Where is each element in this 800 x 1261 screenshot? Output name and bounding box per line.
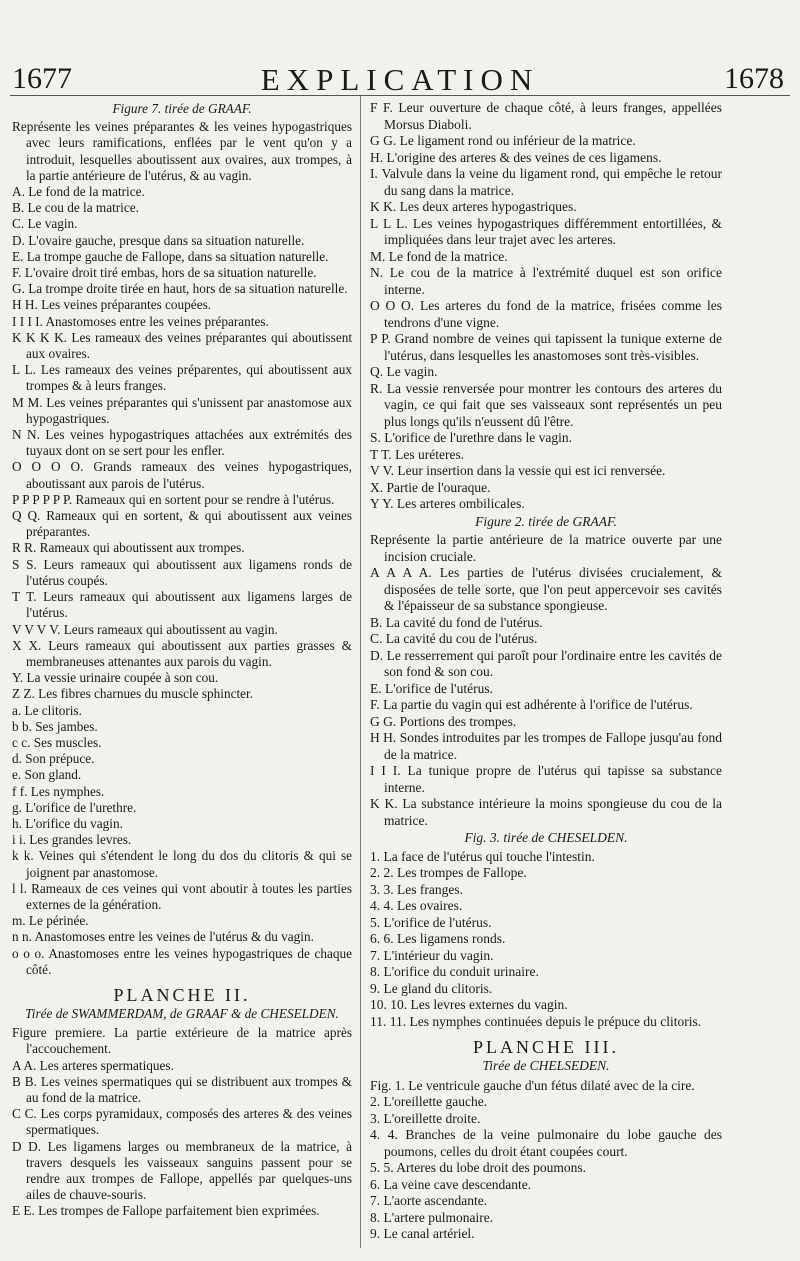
legend-entry: c c. Ses muscles. bbox=[12, 734, 102, 750]
legend-entry: 9. Le canal artériel. bbox=[370, 1226, 475, 1241]
legend-entry: H H. Sondes introduites par les trompes de Fallope jusqu'au fond de la matrice. bbox=[370, 730, 722, 762]
legend-entry: a. Le clitoris. bbox=[12, 702, 82, 718]
legend-entry: 11. 11. Les nymphes continuées depuis le prépuce du clitoris. bbox=[370, 1013, 702, 1029]
legend-entry: F F. Leur ouverture de chaque côté, à leurs franges, appellées Morsus Diaboli. bbox=[370, 100, 722, 132]
legend-entry: D. L'ovaire gauche, presque dans sa situation naturelle. bbox=[12, 232, 305, 248]
right-column bbox=[370, 100, 722, 1243]
figure-2-legend bbox=[370, 565, 722, 829]
legend-entry: C. La cavité du cou de l'utérus. bbox=[370, 631, 538, 646]
legend-entry: A A. Les arteres spermatiques. bbox=[12, 1057, 174, 1073]
legend-entry: V V V V. Leurs rameaux qui aboutissent au vagin. bbox=[12, 621, 278, 637]
legend-entry: E. L'orifice de l'utérus. bbox=[370, 680, 493, 696]
legend-entry: I I I I. Anastomoses entre les veines préparantes. bbox=[12, 313, 269, 329]
legend-entry: T T. Leurs rameaux qui aboutissent aux ligamens larges de l'utérus. bbox=[12, 589, 352, 621]
legend-entry: M M. Les veines préparantes qui s'unissent par anastomose aux hypogastriques. bbox=[12, 394, 352, 426]
legend-entry: M. Le fond de la matrice. bbox=[370, 248, 508, 264]
figure-1-legend bbox=[12, 1058, 352, 1220]
figure-intro: Figure premiere. La partie extérieure de la matrice après l'accouchement. bbox=[12, 1025, 352, 1057]
legend-entry: d. Son prépuce. bbox=[12, 751, 95, 767]
figure-intro: Représente les veines préparantes & les veines hypogastriques avec leurs ramifications, enflées par le vent qu'on y a introduit, lesquelles aboutissent aux ovaires, aux trompes, à la partie antérieure de l'utérus, & au vagin. bbox=[12, 119, 352, 183]
legend-entry: E E. Les trompes de Fallope parfaitement bien exprimées. bbox=[12, 1203, 320, 1219]
legend-entry: K K K K. Les rameaux des veines préparantes qui aboutissent aux ovaires. bbox=[12, 329, 352, 362]
legend-entry: V V. Leur insertion dans la vessie qui est ici renversée. bbox=[370, 463, 666, 478]
legend-entry: 6. 6. Les ligamens ronds. bbox=[370, 931, 506, 946]
plate-heading: PLANCHE III. bbox=[473, 1037, 619, 1057]
page-number-left: 1677 bbox=[12, 62, 72, 95]
legend-entry: L L. Les rameaux des veines préparentes, qui aboutissent aux trompes & à leurs franges. bbox=[12, 362, 352, 394]
legend-entry: H H. Les veines préparantes coupées. bbox=[12, 297, 212, 313]
legend-entry: F. La partie du vagin qui est adhérente à l'orifice de l'utérus. bbox=[370, 697, 693, 712]
legend-entry: O O O. Les arteres du fond de la matrice, frisées comme les tendrons d'une vigne. bbox=[370, 298, 722, 330]
legend-entry: 10. 10. Les levres externes du vagin. bbox=[370, 997, 568, 1012]
legend-entry: B. Le cou de la matrice. bbox=[12, 200, 139, 216]
column-separator bbox=[360, 96, 361, 1248]
legend-entry: m. Le périnée. bbox=[12, 913, 89, 929]
legend-entry: f f. Les nymphes. bbox=[12, 783, 105, 799]
figure-7-legend bbox=[12, 184, 352, 978]
legend-entry: G G. Portions des trompes. bbox=[370, 713, 517, 729]
figure-heading: Fig. 3. tirée de CHESELDEN. bbox=[464, 830, 628, 845]
plate-3-legend bbox=[370, 1078, 722, 1243]
legend-entry: 3. 3. Les franges. bbox=[370, 881, 463, 897]
legend-entry: h. L'orifice du vagin. bbox=[12, 815, 123, 831]
plate-source: Tirée de SWAMMERDAM, de GRAAF & de CHESELDEN. bbox=[25, 1005, 339, 1021]
figure-heading: Figure 7. tirée de GRAAF. bbox=[112, 101, 252, 116]
legend-entry: 6. La veine cave descendante. bbox=[370, 1176, 532, 1192]
legend-entry: 4. 4. Les ovaires. bbox=[370, 898, 463, 913]
header-rule bbox=[10, 95, 790, 96]
legend-entry: Q. Le vagin. bbox=[370, 364, 438, 379]
legend-entry: G G. Le ligament rond ou inférieur de la matrice. bbox=[370, 133, 636, 148]
figure-1-legend-continued bbox=[370, 100, 722, 513]
legend-entry: 4. 4. Branches de la veine pulmonaire du lobe gauche des poumons, celles du droit étant coupées court. bbox=[370, 1127, 722, 1159]
legend-entry: 2. L'oreillette gauche. bbox=[370, 1094, 488, 1109]
legend-entry: A. Le fond de la matrice. bbox=[12, 184, 145, 200]
plate-source: Tirée de CHELSEDEN. bbox=[482, 1058, 610, 1073]
running-title: EXPLICATION bbox=[260, 62, 540, 97]
legend-entry: D D. Les ligamens larges ou membraneux de la matrice, à travers desquels les vaisseaux sanguins passent pour se rendre aux trompes de Fallope, appellés par quelques-uns ailes de chauve-souris. bbox=[12, 1138, 352, 1203]
legend-entry: R R. Rameaux qui aboutissent aux trompes. bbox=[12, 540, 245, 556]
legend-entry: l l. Rameaux de ces veines qui vont aboutir à toutes les parties externes de la génération. bbox=[12, 880, 352, 912]
legend-entry: P P. Grand nombre de veines qui tapissent la tunique externe de l'utérus, dans lesquelles les anastomoses sont très-visibles. bbox=[370, 331, 722, 363]
left-column bbox=[12, 100, 352, 1220]
legend-entry: I. Valvule dans la veine du ligament rond, qui empêche le retour du sang dans la matrice. bbox=[370, 166, 722, 198]
legend-entry: e. Son gland. bbox=[12, 767, 82, 783]
legend-entry: K K. Les deux arteres hypogastriques. bbox=[370, 199, 577, 214]
legend-entry: b b. Ses jambes. bbox=[12, 718, 98, 734]
legend-entry: 7. L'aorte ascendante. bbox=[370, 1193, 488, 1208]
legend-entry: Z Z. Les fibres charnues du muscle sphincter. bbox=[12, 686, 254, 702]
legend-entry: X X. Leurs rameaux qui aboutissent aux parties grasses & membraneuses attenantes aux parois du vagin. bbox=[12, 637, 352, 669]
legend-entry: 8. L'orifice du conduit urinaire. bbox=[370, 964, 539, 979]
legend-entry: L L L. Les veines hypogastriques différemment entortillées, & impliquées dans leur trajet avec les arteres. bbox=[370, 215, 722, 247]
legend-entry: R. La vessie renversée pour montrer les contours des arteres du vagin, ce qui fait que ses vaisseaux sont représentés un peu plus longs qu'ils n'eussent dû l'être. bbox=[370, 380, 722, 429]
figure-3-legend bbox=[370, 849, 722, 1031]
legend-entry: i i. Les grandes levres. bbox=[12, 832, 132, 848]
legend-entry: n n. Anastomoses entre les veines de l'utérus & du vagin. bbox=[12, 929, 314, 945]
legend-entry: E. La trompe gauche de Fallope, dans sa situation naturelle. bbox=[12, 248, 329, 264]
legend-entry: S S. Leurs rameaux qui aboutissent aux ligamens ronds de l'utérus coupés. bbox=[12, 556, 352, 588]
legend-entry: T T. Les uréteres. bbox=[370, 446, 465, 462]
legend-entry: 8. L'artere pulmonaire. bbox=[370, 1209, 494, 1225]
legend-entry: C C. Les corps pyramidaux, composés des arteres & des veines spermatiques. bbox=[12, 1106, 352, 1138]
legend-entry: N. Le cou de la matrice à l'extrémité duquel est son orifice interne. bbox=[370, 265, 722, 297]
legend-entry: B. La cavité du fond de l'utérus. bbox=[370, 614, 543, 630]
page-header bbox=[12, 62, 788, 102]
legend-entry: Y. La vessie urinaire coupée à son cou. bbox=[12, 670, 219, 686]
legend-entry: Q Q. Rameaux qui en sortent, & qui aboutissent aux veines préparantes. bbox=[12, 508, 352, 540]
legend-entry: H. L'origine des arteres & des veines de ces ligamens. bbox=[370, 149, 662, 165]
legend-entry: o o o. Anastomoses entre les veines hypogastriques de chaque côté. bbox=[12, 945, 352, 977]
legend-entry: 7. L'intérieur du vagin. bbox=[370, 947, 494, 963]
figure-heading: Figure 2. tirée de GRAAF. bbox=[475, 513, 617, 529]
legend-entry: D. Le resserrement qui paroît pour l'ordinaire entre les cavités de son fond & son cou. bbox=[370, 647, 722, 679]
legend-entry: 2. 2. Les trompes de Fallope. bbox=[370, 865, 527, 880]
legend-entry: N N. Les veines hypogastriques attachées aux extrémités des tuyaux dont on se sert pour les enfler. bbox=[12, 427, 352, 459]
legend-entry: B B. Les veines spermatiques qui se distribuent aux trompes & au fond de la matrice. bbox=[12, 1073, 352, 1105]
figure-intro: Représente la partie antérieure de la matrice ouverte par une incision cruciale. bbox=[370, 532, 722, 564]
legend-entry: k k. Veines qui s'étendent le long du dos du clitoris & qui se joignent par anastomose. bbox=[12, 848, 352, 880]
legend-entry: g. L'orifice de l'urethre. bbox=[12, 799, 137, 815]
legend-entry: X. Partie de l'ouraque. bbox=[370, 479, 491, 495]
legend-entry: 5. L'orifice de l'utérus. bbox=[370, 914, 492, 930]
legend-entry: F. L'ovaire droit tiré embas, hors de sa situation naturelle. bbox=[12, 265, 317, 281]
page-number-right: 1678 bbox=[724, 62, 784, 95]
legend-entry: Y Y. Les arteres ombilicales. bbox=[370, 496, 525, 511]
legend-entry: 1. La face de l'utérus qui touche l'intestin. bbox=[370, 848, 595, 864]
legend-entry: Fig. 1. Le ventricule gauche d'un fétus dilaté avec de la cire. bbox=[370, 1077, 695, 1093]
legend-entry: I I I. La tunique propre de l'utérus qui tapisse sa substance interne. bbox=[370, 763, 722, 795]
legend-entry: P P P P P P. Rameaux qui en sortent pour se rendre à l'utérus. bbox=[12, 491, 335, 507]
legend-entry: G. La trompe droite tirée en haut, hors de sa situation naturelle. bbox=[12, 281, 348, 297]
plate-heading: PLANCHE II. bbox=[113, 984, 251, 1005]
legend-entry: C. Le vagin. bbox=[12, 216, 78, 232]
legend-entry: 9. Le gland du clitoris. bbox=[370, 980, 493, 996]
legend-entry: A A A A. Les parties de l'utérus divisées crucialement, & disposées de telle sorte, que l'on peut appercevoir ses cavités & l'épaisseur de sa substance spongieuse. bbox=[370, 565, 722, 613]
legend-entry: O O O O. Grands rameaux des veines hypogastriques, aboutissant aux parois de l'utérus. bbox=[12, 459, 352, 491]
legend-entry: 5. 5. Arteres du lobe droit des poumons. bbox=[370, 1160, 586, 1175]
legend-entry: K K. La substance intérieure la moins spongieuse du cou de la matrice. bbox=[370, 796, 722, 828]
legend-entry: 3. L'oreillette droite. bbox=[370, 1110, 481, 1126]
legend-entry: S. L'orifice de l'urethre dans le vagin. bbox=[370, 430, 573, 445]
